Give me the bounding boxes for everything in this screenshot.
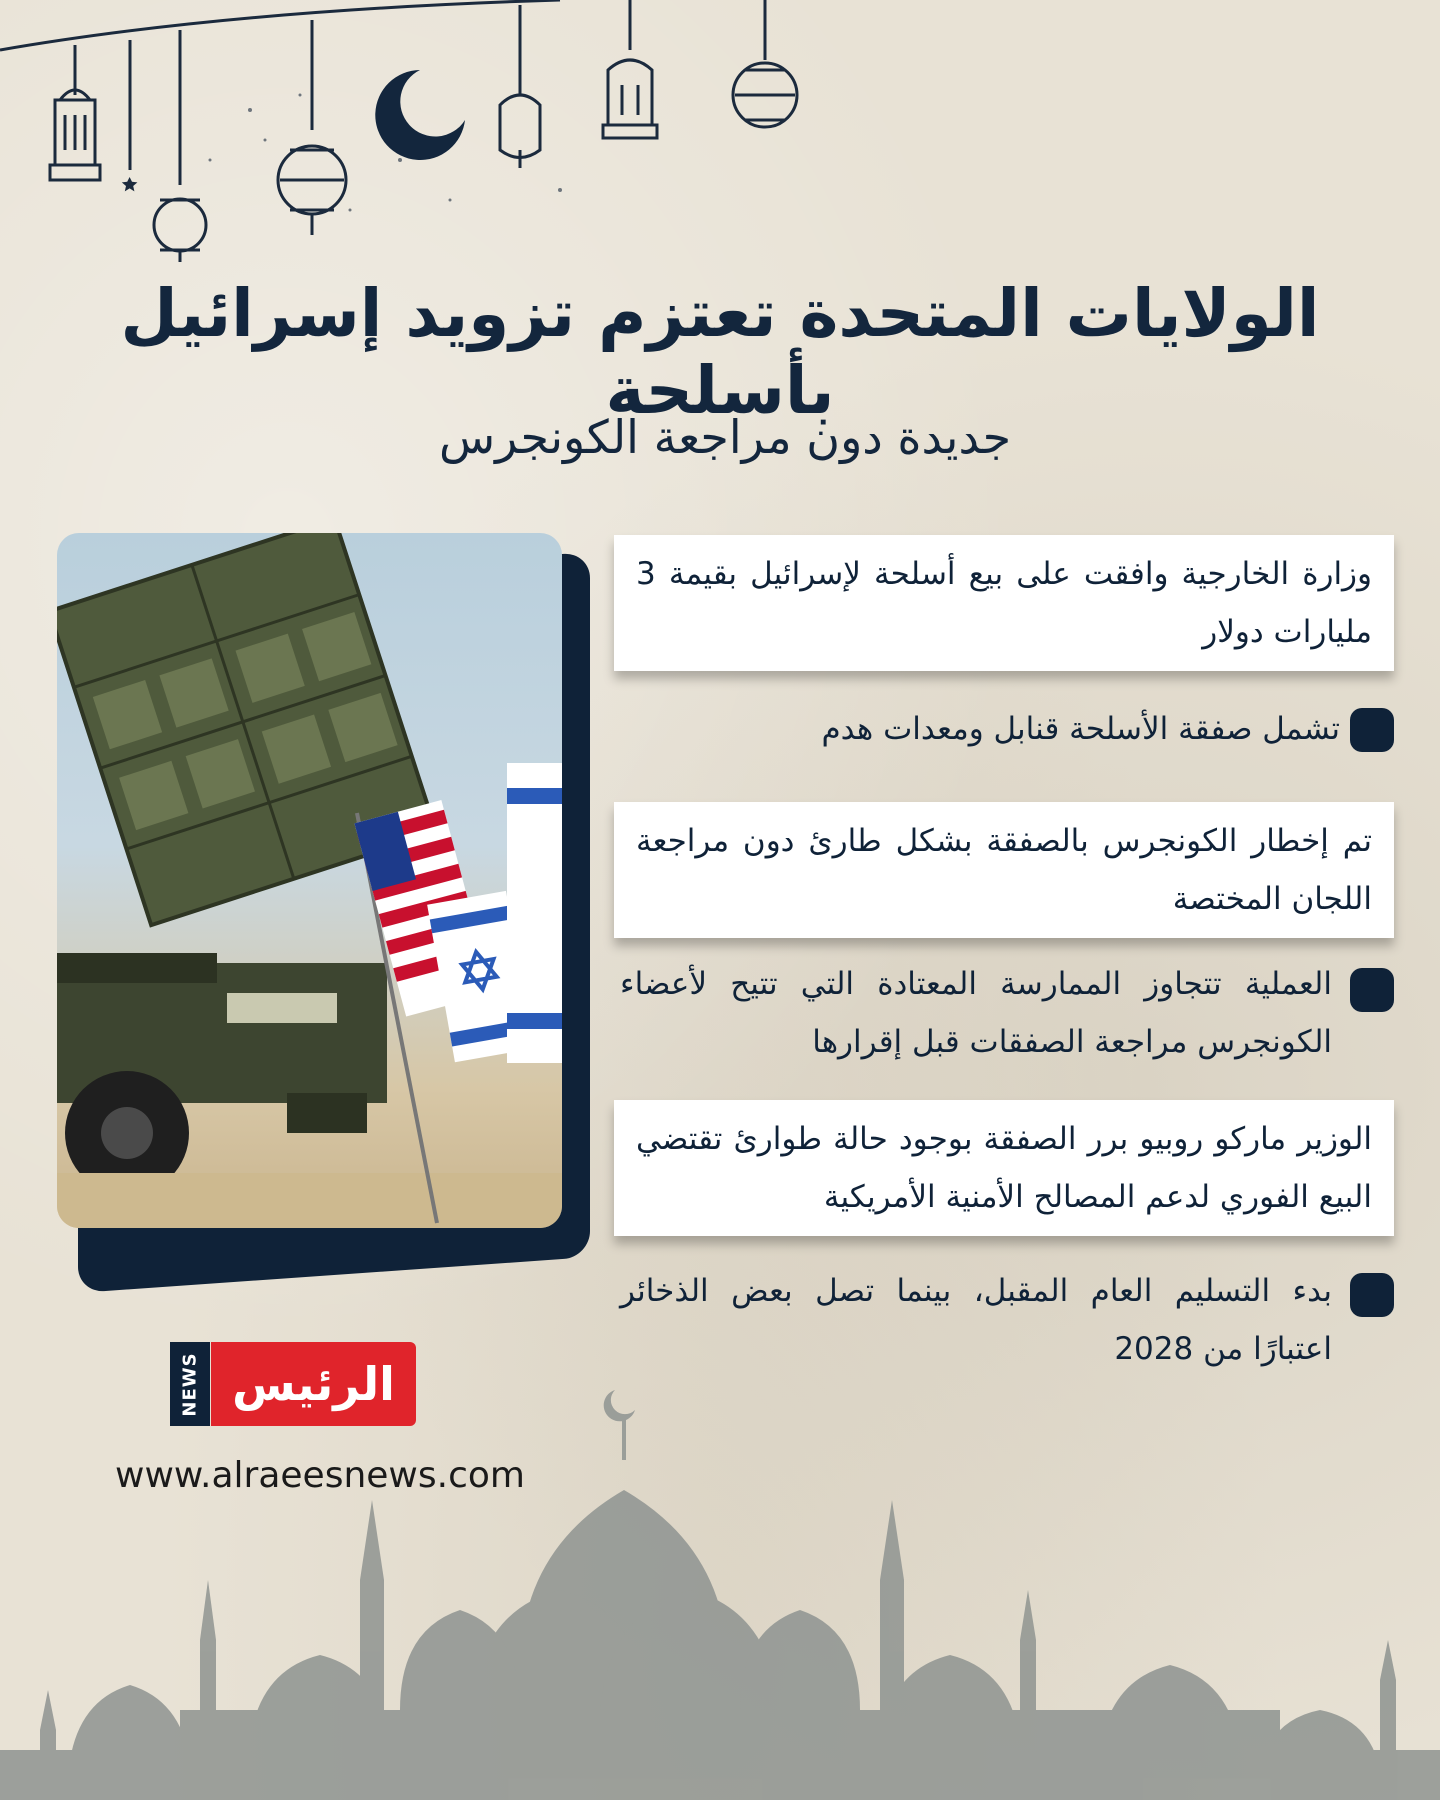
bullet-icon-6 <box>1350 1273 1394 1317</box>
point-box-3: تم إخطار الكونجرس بالصفقة بشكل طارئ دون مراجعة اللجان المختصة <box>614 802 1394 938</box>
website-url: www.alraeesnews.com <box>115 1455 525 1496</box>
missile-launcher-illustration <box>57 533 562 1228</box>
page-title: الولايات المتحدة تعتزم تزويد إسرائيل بأسلحة <box>120 275 1320 429</box>
point-text-4: العملية تتجاوز الممارسة المعتادة التي تتيح لأعضاء الكونجرس مراجعة الصفقات قبل إقرارها <box>620 966 1332 1060</box>
logo-alraees: الرئيس <box>211 1342 416 1426</box>
page-subtitle: جديدة دون مراجعة الكونجرس <box>438 410 1012 464</box>
point-box-5: الوزير ماركو روبيو برر الصفقة بوجود حالة طوارئ تقتضي البيع الفوري لدعم المصالح الأمنية الأمريكية <box>614 1100 1394 1236</box>
bullet-icon-2 <box>1350 708 1394 752</box>
mosque-silhouette <box>0 1380 1440 1800</box>
photo-missile-launcher <box>57 533 562 1228</box>
ramadan-lanterns-decoration <box>0 0 820 280</box>
point-text-6: بدء التسليم العام المقبل، بينما تصل بعض الذخائر اعتبارًا من 2028 <box>620 1273 1332 1367</box>
logo-news-tag: NEWS <box>170 1342 210 1426</box>
point-text-2: تشمل صفقة الأسلحة قنابل ومعدات هدم <box>821 711 1340 747</box>
point-box-1: وزارة الخارجية وافقت على بيع أسلحة لإسرائيل بقيمة 3 مليارات دولار <box>614 535 1394 671</box>
bullet-icon-4 <box>1350 968 1394 1012</box>
